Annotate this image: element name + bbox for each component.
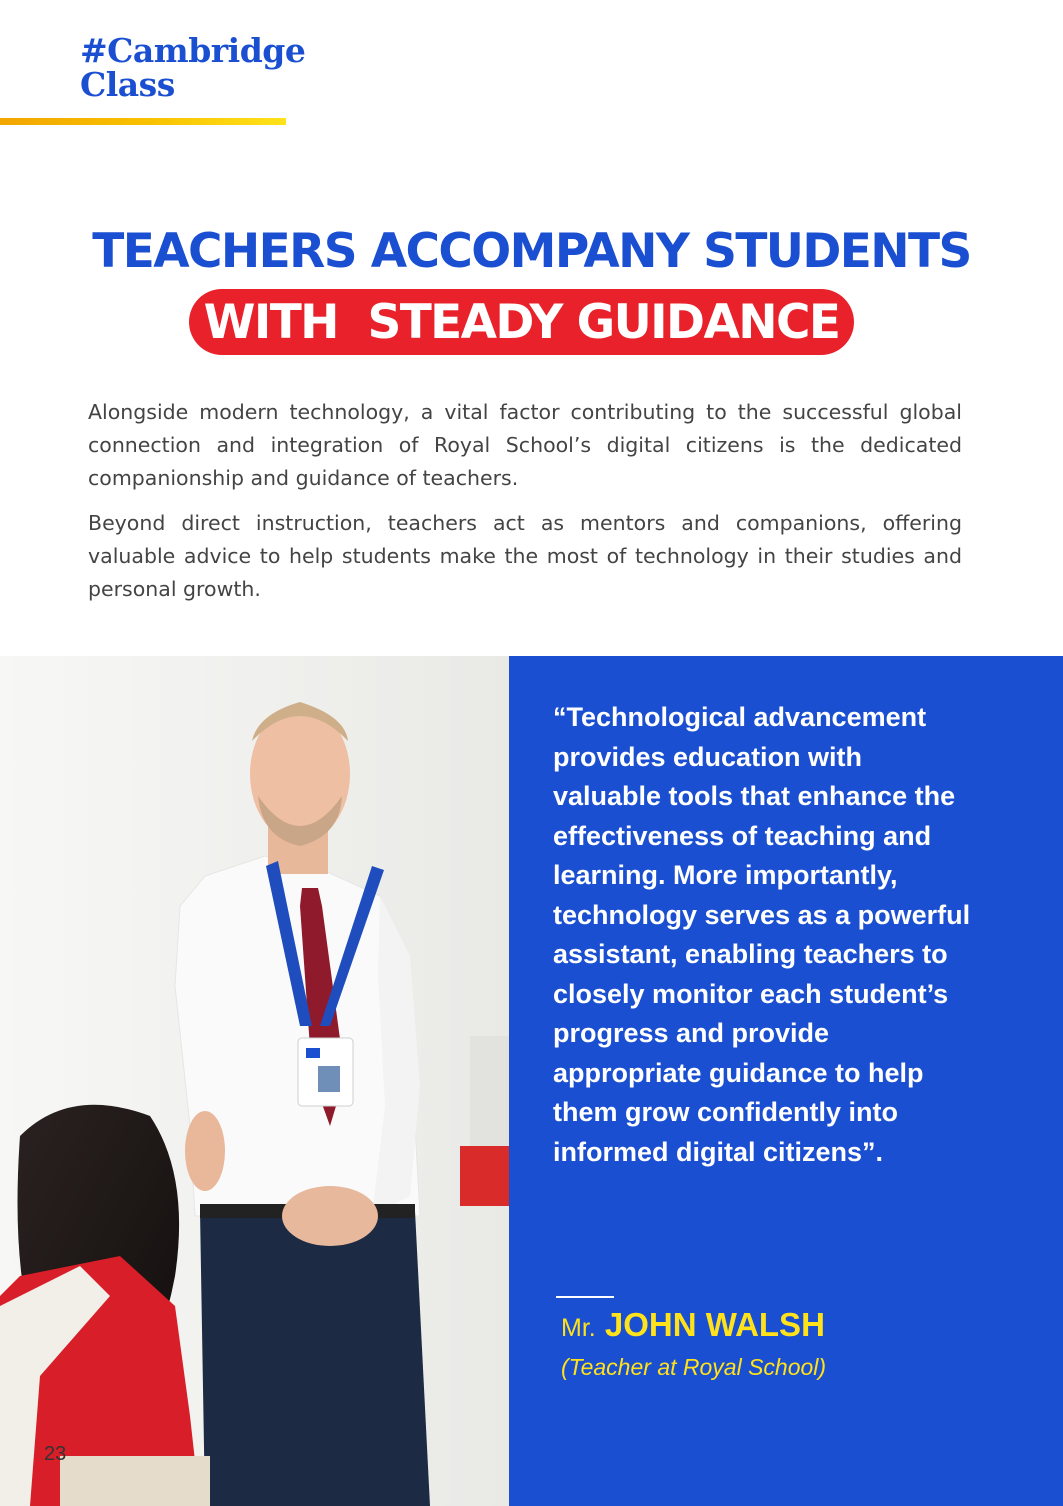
page-subtitle: WITH STEADY GUIDANCE (203, 294, 840, 350)
quote-author (561, 1306, 825, 1344)
intro-text (88, 396, 962, 618)
quote-panel (509, 656, 1063, 1506)
teacher-student-photo (0, 656, 509, 1506)
subtitle-pill (189, 289, 854, 355)
photo-illustration (0, 656, 509, 1506)
brand-underline-bar (0, 118, 286, 125)
quote-divider (556, 1296, 614, 1298)
intro-paragraph: Alongside modern technology, a vital factor contributing to the successful global connection and integration of Royal School’s digital citizens is the dedicated companionship and guidance of teachers. (88, 400, 962, 490)
author-honorific: Mr. (561, 1314, 596, 1342)
brand-line2: Class (80, 65, 175, 104)
page-title: TEACHERS ACCOMPANY STUDENTS (92, 224, 971, 279)
page-number: 23 (44, 1443, 67, 1465)
author-name: JOHN WALSH (604, 1306, 825, 1343)
intro-paragraph: Beyond direct instruction, teachers act as mentors and companions, offering valuable advice to help students make the most of technology in their studies and personal growth. (88, 511, 962, 601)
brand-hashtag (80, 31, 306, 104)
author-role: (Teacher at Royal School) (561, 1354, 827, 1380)
brand-line1: #Cambridge (80, 31, 306, 70)
teacher-quote: “Technological advancement provides education with valuable tools that enhance the effectiveness of teaching and learning. More importantly, technology serves as a powerful assistant, enabling teachers to closely monitor each student’s progress and provide appropriate guidance to help them grow confidently into informed digital citizens”. (553, 702, 971, 1167)
